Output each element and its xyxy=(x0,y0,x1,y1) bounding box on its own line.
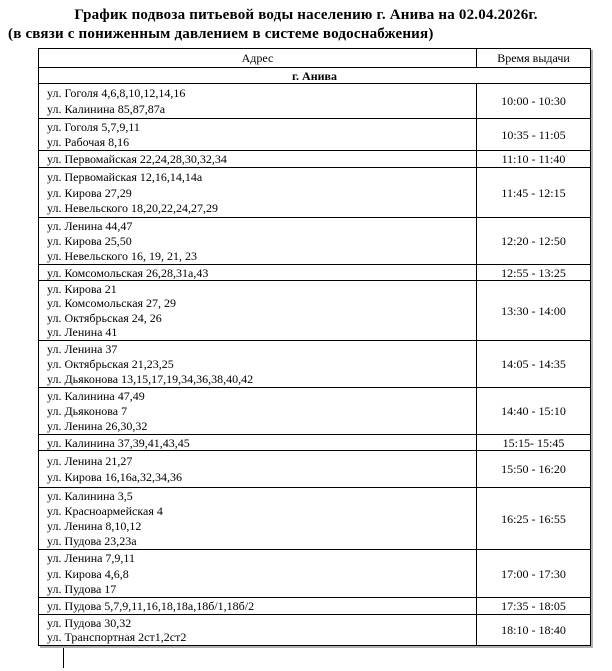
time-cell: 10:00 - 10:30 xyxy=(501,94,566,108)
column-header-time: Время выдачи xyxy=(497,51,570,65)
address-cell xyxy=(39,218,477,264)
address-cell xyxy=(39,615,477,645)
table-row xyxy=(39,340,590,387)
document-title-line1: График подвоза питьевой воды населению г. Анива на 02.04.2026г. xyxy=(74,7,538,23)
address-line: ул. Кирова 21 xyxy=(47,281,117,296)
time-cell: 15:50 - 16:20 xyxy=(501,462,566,476)
time-cell: 18:10 - 18:40 xyxy=(501,623,566,637)
address-line: ул. Невельского 16, 19, 21, 23 xyxy=(47,249,198,263)
time-cell: 13:30 - 14:00 xyxy=(501,303,566,318)
address-line: ул. Пудова 30,32 xyxy=(47,615,132,630)
table-row xyxy=(39,264,590,280)
address-line: ул. Кирова 27,29 xyxy=(47,185,132,200)
address-cell xyxy=(39,451,477,487)
table-row xyxy=(39,450,590,487)
address-line: ул. Калинина 47,49 xyxy=(47,389,145,403)
group-header-row xyxy=(39,67,590,83)
address-line: ул. Первомайская 12,16,14,14а xyxy=(47,169,203,184)
address-line: ул. Дьяконова 13,15,17,19,34,36,38,40,42 xyxy=(47,372,254,386)
address-cell xyxy=(39,168,477,217)
address-cell xyxy=(39,84,477,118)
address-cell xyxy=(39,265,477,280)
address-line: ул. Октябрьская 24, 26 xyxy=(47,310,162,325)
address-cell xyxy=(39,598,477,614)
address-line: ул. Кирова 4,6,8 xyxy=(47,566,129,581)
table-row xyxy=(39,217,590,264)
address-line: ул. Гоголя 5,7,9,11 xyxy=(47,120,140,134)
address-line: ул. Ленина 37 xyxy=(47,342,118,356)
address-cell xyxy=(39,550,477,597)
address-cell xyxy=(39,281,477,340)
table-row xyxy=(39,280,590,340)
table-row xyxy=(39,387,590,434)
table-body xyxy=(39,83,590,645)
time-cell: 12:55 - 13:25 xyxy=(501,265,566,280)
address-cell xyxy=(39,435,477,450)
time-cell: 17:35 - 18:05 xyxy=(501,599,566,613)
time-cell: 10:35 - 11:05 xyxy=(501,127,566,142)
address-cell xyxy=(39,151,477,167)
address-line: ул. Ленина 8,10,12 xyxy=(47,519,142,533)
address-line: ул. Ленина 26,30,32 xyxy=(47,419,148,433)
address-cell xyxy=(39,488,477,549)
address-cell xyxy=(39,119,477,150)
address-line: ул. Комсомольская 26,28,31а,43 xyxy=(47,265,209,280)
time-cell: 11:10 - 11:40 xyxy=(501,152,566,166)
address-line: ул. Пудова 5,7,9,11,16,18,18а,18б/1,18б/2 xyxy=(47,599,255,613)
address-line: ул. Первомайская 22,24,28,30,32,34 xyxy=(47,152,227,166)
address-cell xyxy=(39,388,477,434)
group-header-label: г. Анива xyxy=(291,68,338,83)
table-row xyxy=(39,597,590,614)
table-row xyxy=(39,167,590,217)
address-cell xyxy=(39,341,477,387)
table-row xyxy=(39,150,590,167)
address-line: ул. Кирова 25,50 xyxy=(47,234,132,248)
table-header-row xyxy=(39,49,590,67)
table-row xyxy=(39,549,590,597)
time-cell: 14:40 - 15:10 xyxy=(501,404,566,418)
table-row xyxy=(39,118,590,150)
time-cell: 11:45 - 12:15 xyxy=(501,185,566,200)
address-line: ул. Ленина 44,47 xyxy=(47,219,133,233)
address-line: ул. Ленина 41 xyxy=(47,325,118,340)
table-row xyxy=(39,434,590,450)
address-line: ул. Гоголя 4,6,8,10,12,14,16 xyxy=(47,86,186,100)
table-row xyxy=(39,614,590,645)
address-line: ул. Кирова 16,16а,32,34,36 xyxy=(47,470,183,485)
time-cell: 17:00 - 17:30 xyxy=(501,566,566,581)
address-line: ул. Калинина 85,87,87а xyxy=(47,102,166,116)
address-line: ул. Дьяконова 7 xyxy=(47,404,128,418)
address-line: ул. Ленина 7,9,11 xyxy=(47,551,135,566)
address-line: ул. Пудова 23,23а xyxy=(47,534,137,548)
text-cursor xyxy=(63,648,64,668)
address-line: ул. Калинина 37,39,41,43,45 xyxy=(47,435,190,450)
document-title-line2: (в связи с пониженным давлением в системе водоснабжения) xyxy=(8,26,434,42)
address-line: ул. Рабочая 8,16 xyxy=(47,135,130,149)
table-row xyxy=(39,487,590,549)
address-line: ул. Транспортная 2ст1,2ст2 xyxy=(47,630,187,645)
address-line: ул. Ленина 21,27 xyxy=(47,453,133,468)
time-cell: 15:15- 15:45 xyxy=(502,435,565,450)
address-line: ул. Комсомольская 27, 29 xyxy=(47,296,177,311)
address-line: ул. Пудова 17 xyxy=(47,581,117,596)
schedule-table xyxy=(38,48,591,646)
address-line: ул. Калинина 3,5 xyxy=(47,489,133,503)
time-cell: 14:05 - 14:35 xyxy=(501,357,566,371)
address-line: ул. Невельского 18,20,22,24,27,29 xyxy=(47,201,219,216)
address-line: ул. Октябрьская 21,23,25 xyxy=(47,357,174,371)
time-cell: 12:20 - 12:50 xyxy=(501,234,566,248)
table-row xyxy=(39,83,590,118)
column-header-address: Адрес xyxy=(39,49,477,67)
address-line: ул. Красноармейская 4 xyxy=(47,504,163,518)
time-cell: 16:25 - 16:55 xyxy=(501,511,566,526)
